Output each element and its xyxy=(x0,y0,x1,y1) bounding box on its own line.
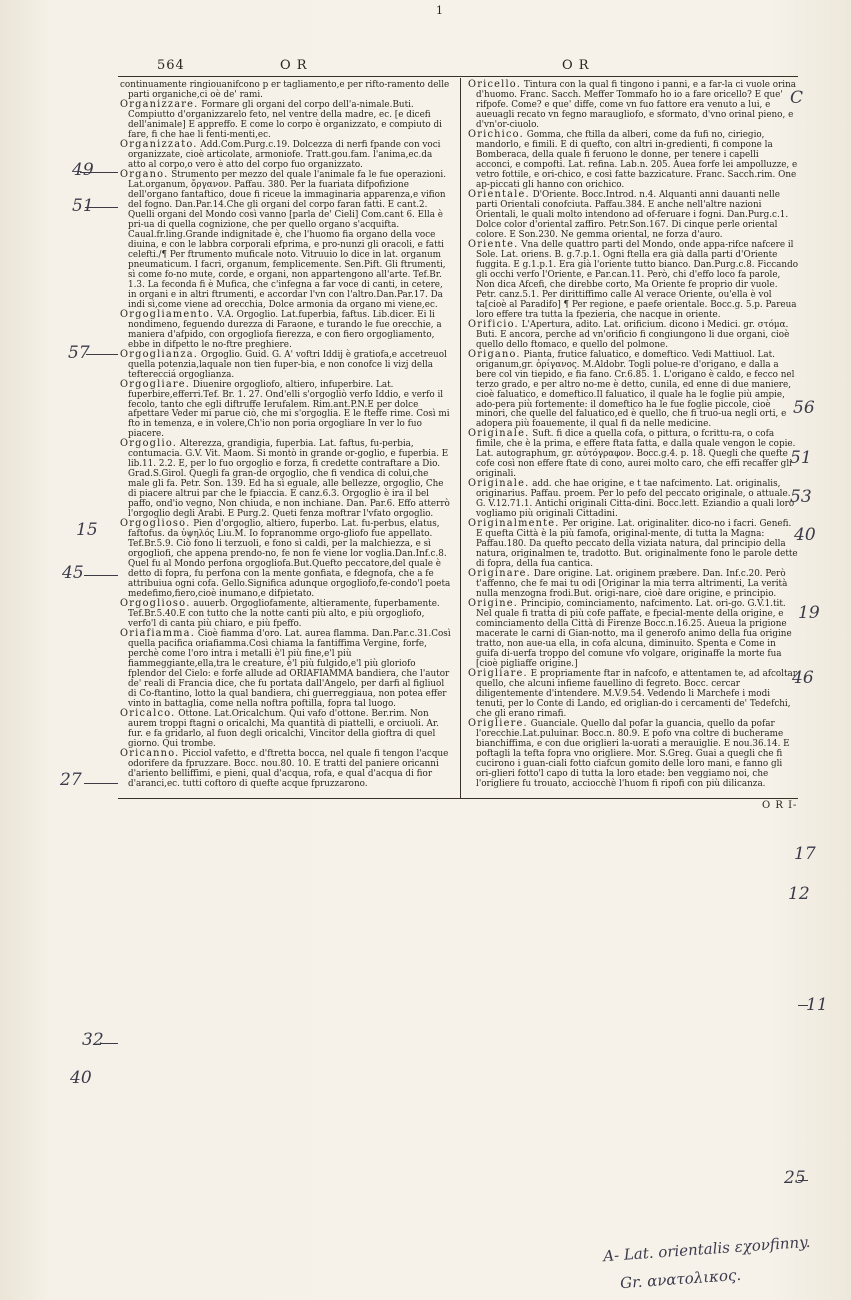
entry-text: auuerb. Orgogliofamente, altieramente, fuperbamente. Tef.Br.5.40.E con tutto che la notte canti più alto, e più orgogliofo, verfo'l di canta più chiaro, e più fpeffo. xyxy=(128,599,440,630)
dictionary-entry xyxy=(120,439,452,519)
entry-text: Dare origine. Lat. originem præbere. Dan. Inf.c.20. Però t'affenno, che fe mai tu odi [Originar la mia terra altrimenti, La verità nulla menzogna frodi.But. origi-nare, cioè dare origine, e principio. xyxy=(476,569,788,600)
margin-number: 32 xyxy=(82,1030,104,1050)
margin-number: 25 xyxy=(784,1168,806,1188)
margin-number: 19 xyxy=(798,603,820,623)
margin-pointer xyxy=(798,1180,808,1181)
entry-headword: Origliare. xyxy=(468,668,528,680)
margin-number: 51 xyxy=(790,448,812,468)
entry-text: V.A. Orgoglio. Lat.fuperbia, faftus. Lib.dicer. Ei li nondimeno, feguendo durezza di Faraone, e turando le fue orecchie, a maniera d'afpido, con orgogliofa fierezza, e con fiero orgogliamento, ebbe in difpetto le no-ftre preghiere. xyxy=(128,309,442,350)
entry-headword: Orientale. xyxy=(468,188,530,200)
margin-number: 15 xyxy=(76,520,98,540)
entry-text: Pianta, frutice faluatico, e domeftico. Vedi Mattiuol. Lat. origanum,gr. ὀρίγανος. M.Aldobr. Togli polue-re d'origano, e dalla a bere col vin tiepido, e fia fano. Cr.6.85. 1. L'origano è caldo, e fecco nel terzo grado, e per altro no-me è detto, cunila, ed enne di due maniere, cioè faluatico, e domeftico.Il faluatico, il quale ha le foglie più ampie, ado-pera più fortemente: il domeftico ha le fue foglie piccole, cioè minori, che quelle del faluatico,ed è quello, che fi truo-ua negli orti, e adopera più foauemente, il qual fi da nelle medicine. xyxy=(476,349,795,430)
entry-text: Per origine. Lat. originaliter. dico-no i facri. Genefi. E quefta Città è la più famofa, original-mente, di tutta la Magna: Paffau.180. Da quefto peccato della viziata natura, dal principio della natura, originalmen te, tradotto. But. originalmente fono le parole dette di fopra, della fua cantica. xyxy=(476,519,798,570)
margin-pointer xyxy=(86,354,118,355)
margin-pointer xyxy=(798,1005,808,1006)
entry-text: Add.Com.Purg.c.19. Dolcezza di nerfi fpande con voci organizzate, cioè articolate, armoniofe. Tratt.gou.fam. l'anima,ec.da atto al corpo,o vero è atto del corpo fuo organizzato. xyxy=(128,139,441,170)
entry-headword: Origliere. xyxy=(468,718,528,729)
dictionary-entry xyxy=(468,320,798,350)
dictionary-entry xyxy=(120,519,452,599)
entry-text: D'Oriente. Bocc.Introd. n.4. Alquanti anni dauanti nelle parti Orientali conofciuta. Paffau.384. E anche nell'altre nazioni Orientali, le quali molto intendono ad of-feruare i fogni. Dan.Purg.c.1. Dolce color d'oriental zaffiro. Petr.Son.167. Di cinque perle oriental colore. E Son.230. Ne gemma oriental, ne forza d'auro. xyxy=(476,189,789,240)
entry-headword: Originare. xyxy=(468,568,531,580)
entry-text: L'Apertura, adito. Lat. orificium. dicono i Medici. gr. στόμα. Buti. E ancora, perche ad vn'orificio fi congiungono li due organi, cioè quello dello ftomaco, e quello del polmone. xyxy=(476,319,790,350)
dictionary-entry xyxy=(468,599,798,669)
margin-number: 46 xyxy=(792,668,814,688)
dictionary-entry xyxy=(120,599,452,629)
margin-number: 40 xyxy=(794,525,816,545)
entry-text: add. che hae origine, e t tae nafcimento. Lat. originalis, originarius. Paffau. proem. Per lo pefo del peccato originale, o attuale. G. V.12.71.1. Antichi originali Citta-dini. Bocc.lett. Eziandio a quali loro vogliamo più originali Cittadini. xyxy=(476,479,795,520)
dictionary-entry xyxy=(468,190,798,240)
dictionary-entry xyxy=(120,749,452,789)
entry-headword: Origine. xyxy=(468,598,519,610)
margin-number: 45 xyxy=(62,563,84,583)
entry-text: Pien d'orgoglio, altiero, fuperbo. Lat. fu-perbus, elatus, faftofus. da ὑψηλός Liu.M. Io fopranomme orgo-gliofo fue appellato. Tef.Br.5.9. Ciò fono li terzuoli, e fono sì caldi, per la malchiezza, e sì orgogliofi, che appena prendo-no, fe non fe viene lor voglia.Dan.Inf.c.8. Quel fu al Mondo perfona orgogliofa.But.Quefto peccatore,del quale è detto di fopra, fu perfona con la mente gonfiata, e fdegnofa, che a fe attribuiua ogni cofa. Gello.Significa adunque orgogliofo,fe-condo'l poeta medefimo,fiero,cioè inumano,e difpietato. xyxy=(128,519,451,600)
footer-rule xyxy=(118,798,798,799)
margin-number: 11 xyxy=(806,995,828,1015)
dictionary-entry xyxy=(120,380,452,440)
margin-number: 12 xyxy=(788,884,810,904)
dictionary-entry xyxy=(120,80,452,100)
margin-number: 56 xyxy=(793,398,815,418)
margin-number: 49 xyxy=(72,160,94,180)
entry-headword: Oricanno. xyxy=(120,747,180,759)
margin-pointer xyxy=(80,172,118,173)
column-divider xyxy=(460,78,461,798)
dictionary-entry xyxy=(468,130,798,190)
entry-text: Diuenire orgogliofo, altiero, infuperbire. Lat. fuperbire,efferri.Tef. Br. 1. 27. Ond'elli s'orgogliò verfo Iddio, e verfo il fecolo, tanto che egli diftruffe Ierufalem. Rim.ant.P.N.E per dolce afpettare Veder mi parue ciò, che mi s'orgoglia. E le fteffe rime. Così mi fto in temenza, e in volere,Ch'io non poria orgogliare In ver lo fuo piacere. xyxy=(128,379,450,440)
entry-text: continuamente ringiouanifcono p er tagliamento,e per rifto-ramento delle parti organiche,ci oè de' rami. xyxy=(120,80,450,100)
margin-number: 17 xyxy=(794,844,816,864)
dictionary-entry xyxy=(120,350,452,380)
entry-text: Gomma, che ftilla da alberi, come da fufi no, ciriegio, mandorlo, e fimili. E di quefto, con altri in-gredienti, fi compone la Bomberaca, della quale fi feruono le donne, per tenere i capelli acconci, e compofti. Lat. refina. Lab.n. 205. Auea forfe lei ampolluzze, e vetro fottile, e ori-chico, e così fatte bazzicature. Franc. Sacch.rim. One ap-piccati gli hanno con orichico. xyxy=(476,129,798,190)
dictionary-entry xyxy=(468,519,798,569)
entry-text: Strumento per mezzo del quale l'animale fa le fue operazioni. Lat.organum, ὄργανον. Paffau. 380. Per la fuariata difpofizione dell'organo fantaftico, doue fi riceue la immaginaria apparenza,e vifion del fogno. Dan.Par.14.Che gli organi del corpo faran fatti. E cant.2. Quelli organi del Mondo così vanno [parla de' Cieli] Com.cant 6. Ella è pri-ua di quella cognizione, che per quello organo s'acquifta. Caual.fr.ling.Grande indignitade è, che l'huomo fia organo della voce diuina, e con le labbra corporali efprima, e pro-nunzi gli oracoli, e fatti celefti./¶ Per ftrumento muficale noto. Vitruuio lo dice in lat. organum pneumaticum. I facri, organum, femplicemente. Sen.Pift. Gli ftrumenti, sì come fo-no mute, corde, e organi, non appartengono all'arte. Tef.Br. 1.3. La feconda fi è Mufica, che c'infegna a far voce di canti, in cetere, in organi e in altri ftrumenti, e accordar l'vn con l'altro.Dan.Par.17. Da indi sì,come viene ad orecchia, Dolce armonia da organo mi viene,ec. xyxy=(128,169,447,310)
entry-headword: Origano. xyxy=(468,348,521,360)
margin-pointer xyxy=(100,1043,118,1044)
entry-headword: Organizzato. xyxy=(120,138,198,150)
margin-pointer xyxy=(84,783,118,784)
entry-text: Suft. fi dice a quella cofa, o pittura, o fcrittu-ra, o cofa fimile, che è la prima, e effere ftata fatta, e dalla quale vengon le copie. Lat. autographum, gr. αὐτόγραφον. Bocc.g.4. p. 18. Quegli che quefte cofe così non effere ftate di cono, aurei molto caro, che effi recaffer gli originali. xyxy=(476,429,796,480)
entry-text: Formare gli organi del corpo dell'a-nimale.Buti. Compiutto d'organizzarelo feto, nel ventre della madre, ec. [e dicefi dell'animale] E appreffo. E come lo corpo è organizzato, e compiuto di fare, fi che hae li fenti-menti,ec. xyxy=(128,99,442,140)
entry-headword: Oricello. xyxy=(468,79,522,90)
catchword: O R I- xyxy=(762,800,798,811)
entry-headword: Orgoglio. xyxy=(120,438,178,450)
top-mark: 1 xyxy=(436,4,443,17)
dictionary-entry xyxy=(468,80,798,130)
entry-text: Tintura con la qual fi tingono i panni, e a far-la ci vuole orina d'huomo. Franc. Sacch. Meffer Tommafo ho io a fare oricello? E que' rifpofe. Come? e que' diffe, come vn fuo fattore era venuto a lui, e aueuagli recato vn fegno maraugliofo, e sformato, d'vno orinal pieno, e d'vn'or-ciuolo. xyxy=(476,80,796,130)
dictionary-entry xyxy=(468,719,798,789)
entry-headword: Orgoglianza. xyxy=(120,348,199,360)
dictionary-entry xyxy=(468,350,798,430)
dictionary-entry xyxy=(120,709,452,749)
entry-headword: Orgogliosо. xyxy=(120,598,191,610)
margin-number: 51 xyxy=(72,196,94,216)
entry-headword: Orgogliamento. xyxy=(120,308,215,320)
entry-headword: Organizzare. xyxy=(120,98,199,110)
page-number: 564 xyxy=(157,58,185,73)
margin-pointer xyxy=(85,207,118,208)
entry-text: Orgoglio. Guid. G. A' voftri Iddij è gratiofa,e accetreuol quella potenzia,laquale non tien fuper-bia, e non conofce li vizj della tefterecciá orgoglianza. xyxy=(128,349,447,380)
margin-number: 40 xyxy=(70,1068,92,1088)
entry-headword: Orichico. xyxy=(468,128,524,140)
entry-headword: Originale. xyxy=(468,478,530,490)
margin-number: C xyxy=(790,88,804,108)
header-rule xyxy=(118,76,798,77)
entry-headword: Originale. xyxy=(468,428,530,440)
dictionary-entry xyxy=(120,310,452,350)
entry-text: Ottone. Lat.Oricalchum. Qui vafo d'ottone. Ber.rim. Non aurem troppi ftagni o oricalchi, Ma quantità di piattelli, e orciuoli. Ar. fur. e fa gridarlo, al fuon degli oricalchi, Vincitor della gioftra di quel giorno. Qui trombe. xyxy=(128,709,439,749)
entry-text: E propriamente ftar in nafcofo, e attentamen te, ad afcoltar quello, che alcuni infieme fauellino di fegreto. Bocc. cercar diligentemente d'intendere. M.V.9.54. Vedendo li Marchefe i modi tenuti, per lo Conte di Lando, ed origlian-do i cercamenti de' Tedefchi, che gli erano rimafi. xyxy=(476,669,797,720)
entry-headword: Organo. xyxy=(120,168,169,180)
running-head-left: O R xyxy=(280,58,308,73)
margin-pointer xyxy=(84,575,118,576)
handwritten-note-line-2: Gr. ανατολικος. xyxy=(619,1265,742,1293)
entry-text: Guanciale. Quello dal pofar la guancia, quello da pofar l'orecchie.Lat.puluinar. Bocc.n. 80.9. E pofo vna coltre di bucherame bianchiffima, e con due origlieri la-uorati a merauiglie. E nou.36.14. E poftagli la tefta fopra vno origliere. Mor. S.Greg. Guai a quegli che fi cucirono i guan-ciali fotto ciafcun gomito delle loro mani, e fanno gli ori-glieri fotto'l capo di tutta la loro etade: ben veggiamo noi, che l'origliere fu trouato, acciocchè l'huom fi ripofi con più dilicanza. xyxy=(476,719,790,789)
dictionary-entry xyxy=(468,479,798,519)
entry-text: Cioè fiamma d'oro. Lat. aurea flamma. Dan.Par.c.31.Così quella pacifica oriafiamma.Così chiama la fantiffima Vergine, forfe, perchè come l'oro intra i metalli è'l più fine,e'l più fiammeggiante,ella,tra le creature, è'l più fulgido,e'l più gloriofo fplendor del Cielo: e forfe allude ad ORIAFIAMMA bandiera, che l'autor de' reali di Francia dice, che fu portata dall'Angelo, per darfi al figliuol di Co-ftantino, lotto la qual bandiera, chi guerreggiaua, non potea effer vinto in battaglia, come nella noftra poftilla, fopra tal luogo. xyxy=(128,629,451,710)
left-column xyxy=(120,80,452,789)
margin-number: 27 xyxy=(60,770,82,790)
entry-headword: Oriafiamma. xyxy=(120,628,196,640)
dictionary-entry xyxy=(120,629,452,709)
margin-number: 53 xyxy=(790,487,812,507)
entry-headword: Orgoglioso. xyxy=(120,518,191,530)
right-column xyxy=(468,80,798,789)
entry-text: Principio, cominciamento, nafcimento. Lat. ori-go. G.V.1.tit. Nel quale fi tratta di più cofe paffate, e fpecial-mente della origine, e cominciamento della Città di Firenze Bocc.n.16.25. Aueua la prigione macerate le carni di Gian-notto, ma il generofo animo della fua origine tratto, non aue-ua ella, in cofa alcuna, diminuito. Spenta e Come in guifa di-uerfa troppo del comune vfo volgare, originaffe la morte fua [cioè pigliaffe origine.] xyxy=(476,599,792,670)
entry-headword: Orgogliare. xyxy=(120,378,191,390)
dictionary-entry xyxy=(468,669,798,719)
dictionary-entry xyxy=(120,170,452,310)
dictionary-entry xyxy=(120,100,452,140)
entry-headword: Originalmente. xyxy=(468,518,560,530)
entry-headword: Oriente. xyxy=(468,238,519,250)
dictionary-entry xyxy=(468,569,798,599)
entry-headword: Oricalco. xyxy=(120,708,176,720)
dictionary-entry xyxy=(468,429,798,479)
entry-text: Alterezza, grandigia, fuperbia. Lat. faftus, fu-perbia, contumacia. G.V. Vit. Maom. Si montò in grande or-goglio, e fuperbia. E lib.11. 2.2. E, per lo fuo orgoglio e forza, fi credette contraftare a Dio. Grad.S.Girol. Quegli fa gran-de orgoglio, che fi vendica di colui,che male gli fa. Petr. Son. 139. Ed ha sì eguale, alle bellezze, orgoglio, Che di piacere altrui par che le fpiaccia. E canz.6.3. Orgoglio è ira il bel paffo, ond'io vegno, Non chiuda, e non inchiane. Dan. Par.6. Effo atterrò l'orgoglio degli Arabi. E Purg.2. Queti fenza moftrar l'vfato orgoglio. xyxy=(128,439,450,520)
dictionary-entry xyxy=(120,140,452,170)
margin-number: 57 xyxy=(68,343,90,363)
entry-text: Vna delle quattro parti del Mondo, onde appa-rifce nafcere il Sole. Lat. oriens. B. g.7.p.1. Ogni ftella era già dalla parti d'Oriente fuggita. E g.1.p.1. Era già l'oriente tutto bianco. Dan.Purg.c.8. Ficcando gli occhi verfo l'Oriente, e Par.can.11. Però, chi d'effo loco fa parole, Non dica Afcefi, che direbbe corto, Ma Oriente fe proprio dir vuole. Petr. canz.5.1. Per dirittiffimo calle Al verace Oriente, ou'ella è vol ta[cioè al Paradifo] ¶ Per regione, e paefe orientale. Bocc.g. 5.p. Pareua loro effere tra tutta la fpezieria, che nacque in oriente. xyxy=(476,239,799,320)
entry-headword: Orificio. xyxy=(468,318,519,330)
running-head-right: O R xyxy=(562,58,590,73)
dictionary-entry xyxy=(468,240,798,320)
handwritten-note-line-1: A- Lat. orientalis εχονfinny. xyxy=(602,1232,811,1266)
entry-text: Picciol vafetto, e d'ftretta bocca, nel quale fi tengon l'acque odorifere da fpruzzare. Bocc. nou.80. 10. E tratti del paniere oricanni d'ariento belliffimi, e pieni, qual d'acqua, rofa, e qual d'acqua di fior d'aranci,ec. tutti coftoro di quefte acque fpruzzarono. xyxy=(128,748,449,789)
